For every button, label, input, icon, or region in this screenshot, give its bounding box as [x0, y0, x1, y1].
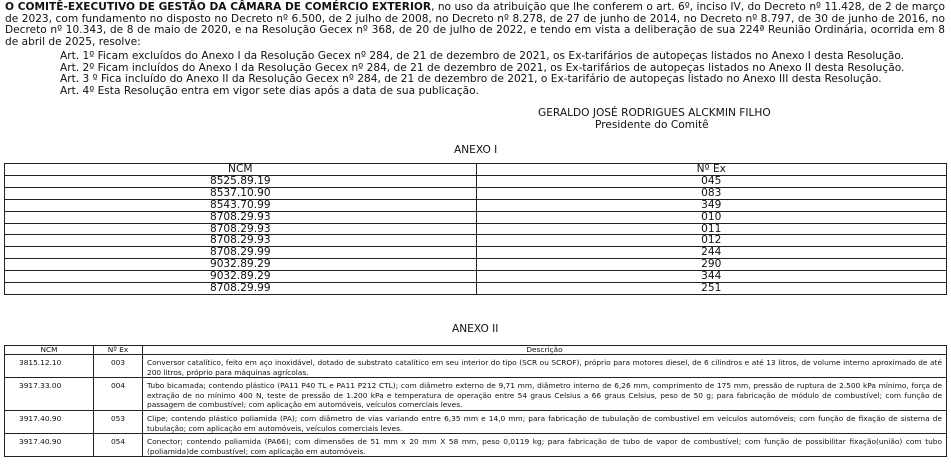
column-header-nex: Nº Ex — [94, 346, 143, 355]
nex-cell: 054 — [94, 434, 143, 457]
table-header-row — [5, 346, 947, 355]
description-cell: Conversor catalítico, feito em aço inoxidável, dotado de substrato catalítico em seu interior do tipo (SCR ou SCROF), próprio para motores diesel, de 6 cilindros e até 13 litros, de volume interno aproximado de até 200 litros, próprio para máquinas agrícolas. — [143, 355, 947, 378]
anexo-2-title: ANEXO II — [452, 323, 499, 335]
nex-cell: 010 — [476, 211, 946, 223]
anexo-2-table — [4, 345, 947, 457]
nex-cell: 045 — [476, 175, 946, 187]
anexo-1-table — [4, 163, 947, 295]
table-row — [5, 235, 947, 247]
nex-cell: 003 — [94, 355, 143, 378]
ncm-cell: 3815.12.10 — [5, 355, 94, 378]
article-2: Art. 2º Ficam incluídos do Anexo I da Resolução Gecex nº 284, de 21 de dezembro de 2021, os Ex-tarifários de autopeças listados no Anexo II desta Resolução. — [60, 61, 905, 74]
ncm-cell: 8708.29.99 — [5, 283, 477, 295]
ncm-cell: 9032.89.29 — [5, 259, 477, 271]
nex-cell: 004 — [94, 378, 143, 411]
ncm-cell: 8543.70.99 — [5, 199, 477, 211]
nex-cell: 290 — [476, 259, 946, 271]
ncm-cell: 8525.89.19 — [5, 175, 477, 187]
table-row — [5, 434, 947, 457]
table-row — [5, 355, 947, 378]
table-row — [5, 271, 947, 283]
table-row — [5, 199, 947, 211]
ncm-cell: 3917.40.90 — [5, 410, 94, 433]
ncm-cell: 8537.10.90 — [5, 187, 477, 199]
column-header-nex: Nº Ex — [476, 164, 946, 176]
table-row — [5, 378, 947, 411]
ncm-cell: 8708.29.99 — [5, 247, 477, 259]
table-header-row — [5, 164, 947, 176]
table-row — [5, 187, 947, 199]
preamble-lead: O COMITÊ-EXECUTIVO DE GESTÃO DA CÂMARA DE COMÉRCIO EXTERIOR — [5, 1, 432, 13]
article-4: Art. 4º Esta Resolução entra em vigor sete dias após a data de sua publicação. — [60, 84, 479, 97]
article-1: Art. 1º Ficam excluídos do Anexo I da Resolução Gecex nº 284, de 21 de dezembro de 2021, os Ex-tarifários de autopeças listados no Anexo I desta Resolução. — [60, 50, 904, 62]
table-row — [5, 410, 947, 433]
nex-cell: 083 — [476, 187, 946, 199]
column-header-ncm: NCM — [5, 164, 477, 176]
nex-cell: 053 — [94, 410, 143, 433]
ncm-cell: 8708.29.93 — [5, 211, 477, 223]
table-row — [5, 283, 947, 295]
table-row — [5, 175, 947, 187]
nex-cell: 349 — [476, 199, 946, 211]
table-row — [5, 223, 947, 235]
table-row — [5, 211, 947, 223]
nex-cell: 244 — [476, 247, 946, 259]
article-3: Art. 3 º Fica incluído do Anexo II da Resolução Gecex nº 284, de 21 de dezembro de 2021, o Ex-tarifário de autopeças listado no Anexo III desta Resolução. — [60, 73, 882, 86]
anexo-1-title: ANEXO I — [454, 144, 498, 156]
ncm-cell: 8708.29.93 — [5, 223, 477, 235]
description-cell: Conector; contendo poliamida (PA66); com dimensões de 51 mm x 20 mm X 58 mm, peso 0,0119 kg; para fabricação de tubo de vapor de combustível; com função de possibilitar fixação(união) com tubo (poliamida)de combustível; com aplicação em automóveis. — [143, 434, 947, 457]
ncm-cell: 3917.33.00 — [5, 378, 94, 411]
signatory-role: Presidente do Comitê — [595, 119, 709, 131]
column-header-ncm: NCM — [5, 346, 94, 355]
ncm-cell: 8708.29.93 — [5, 235, 477, 247]
description-cell: Clipe; contendo plástico poliamida (PA); com diâmetro de vias variando entre 6,35 mm e 14,0 mm; para fabricação de tubulação de combustível em veículos automóveis; com função de fixação de sistema de tubulação; com aplicação em automóveis, veículos comerciais leves. — [143, 410, 947, 433]
nex-cell: 011 — [476, 223, 946, 235]
nex-cell: 012 — [476, 235, 946, 247]
articles-list — [60, 51, 940, 97]
preamble-text: , no uso da atribuição que lhe conferem o art. 6º, inciso IV, do Decreto nº 11.428, de 2 de março de 2023, com fundamento no disposto no Decreto nº 6.500, de 2 julho de 2008, no Decreto nº 8.278, de 27 de junho de 2014, no Decreto nº 8.797, de 30 de junho de 2016, no Decreto nº 10.343, de 8 de maio de 2020, e na Resolução Gecex nº 368, de 20 de julho de 2022, e tendo em vista a deliberação de sua 224ª Reunião Ordinária, ocorrida em 8 de abril de 2025, resolve: — [5, 1, 945, 48]
column-header-description: Descrição — [143, 346, 947, 355]
table-row — [5, 247, 947, 259]
table-row — [5, 259, 947, 271]
nex-cell: 344 — [476, 271, 946, 283]
ncm-cell: 3917.40.90 — [5, 434, 94, 457]
nex-cell: 251 — [476, 283, 946, 295]
signatory-name: GERALDO JOSÉ RODRIGUES ALCKMIN FILHO — [538, 107, 771, 119]
description-cell: Tubo bicamada; contendo plástico (PA11 P40 TL e PA11 P212 CTL); com diâmetro externo de 9,71 mm, diâmetro interno de 6,26 mm, comprimento de 175 mm, pressão de ruptura de 2.500 kPa mínimo, força de extração de no mínimo 400 N, teste de pressão de 1.200 kPa e temperatura de operação entre 54 graus Celsius a 66 graus Celsius, peso de 50 g; para fabricação de módulo de combustível; com função de passagem de combustível; com aplicação em automóveis, veículos comerciais leves. — [143, 378, 947, 411]
ncm-cell: 9032.89.29 — [5, 271, 477, 283]
resolution-preamble — [5, 2, 945, 48]
